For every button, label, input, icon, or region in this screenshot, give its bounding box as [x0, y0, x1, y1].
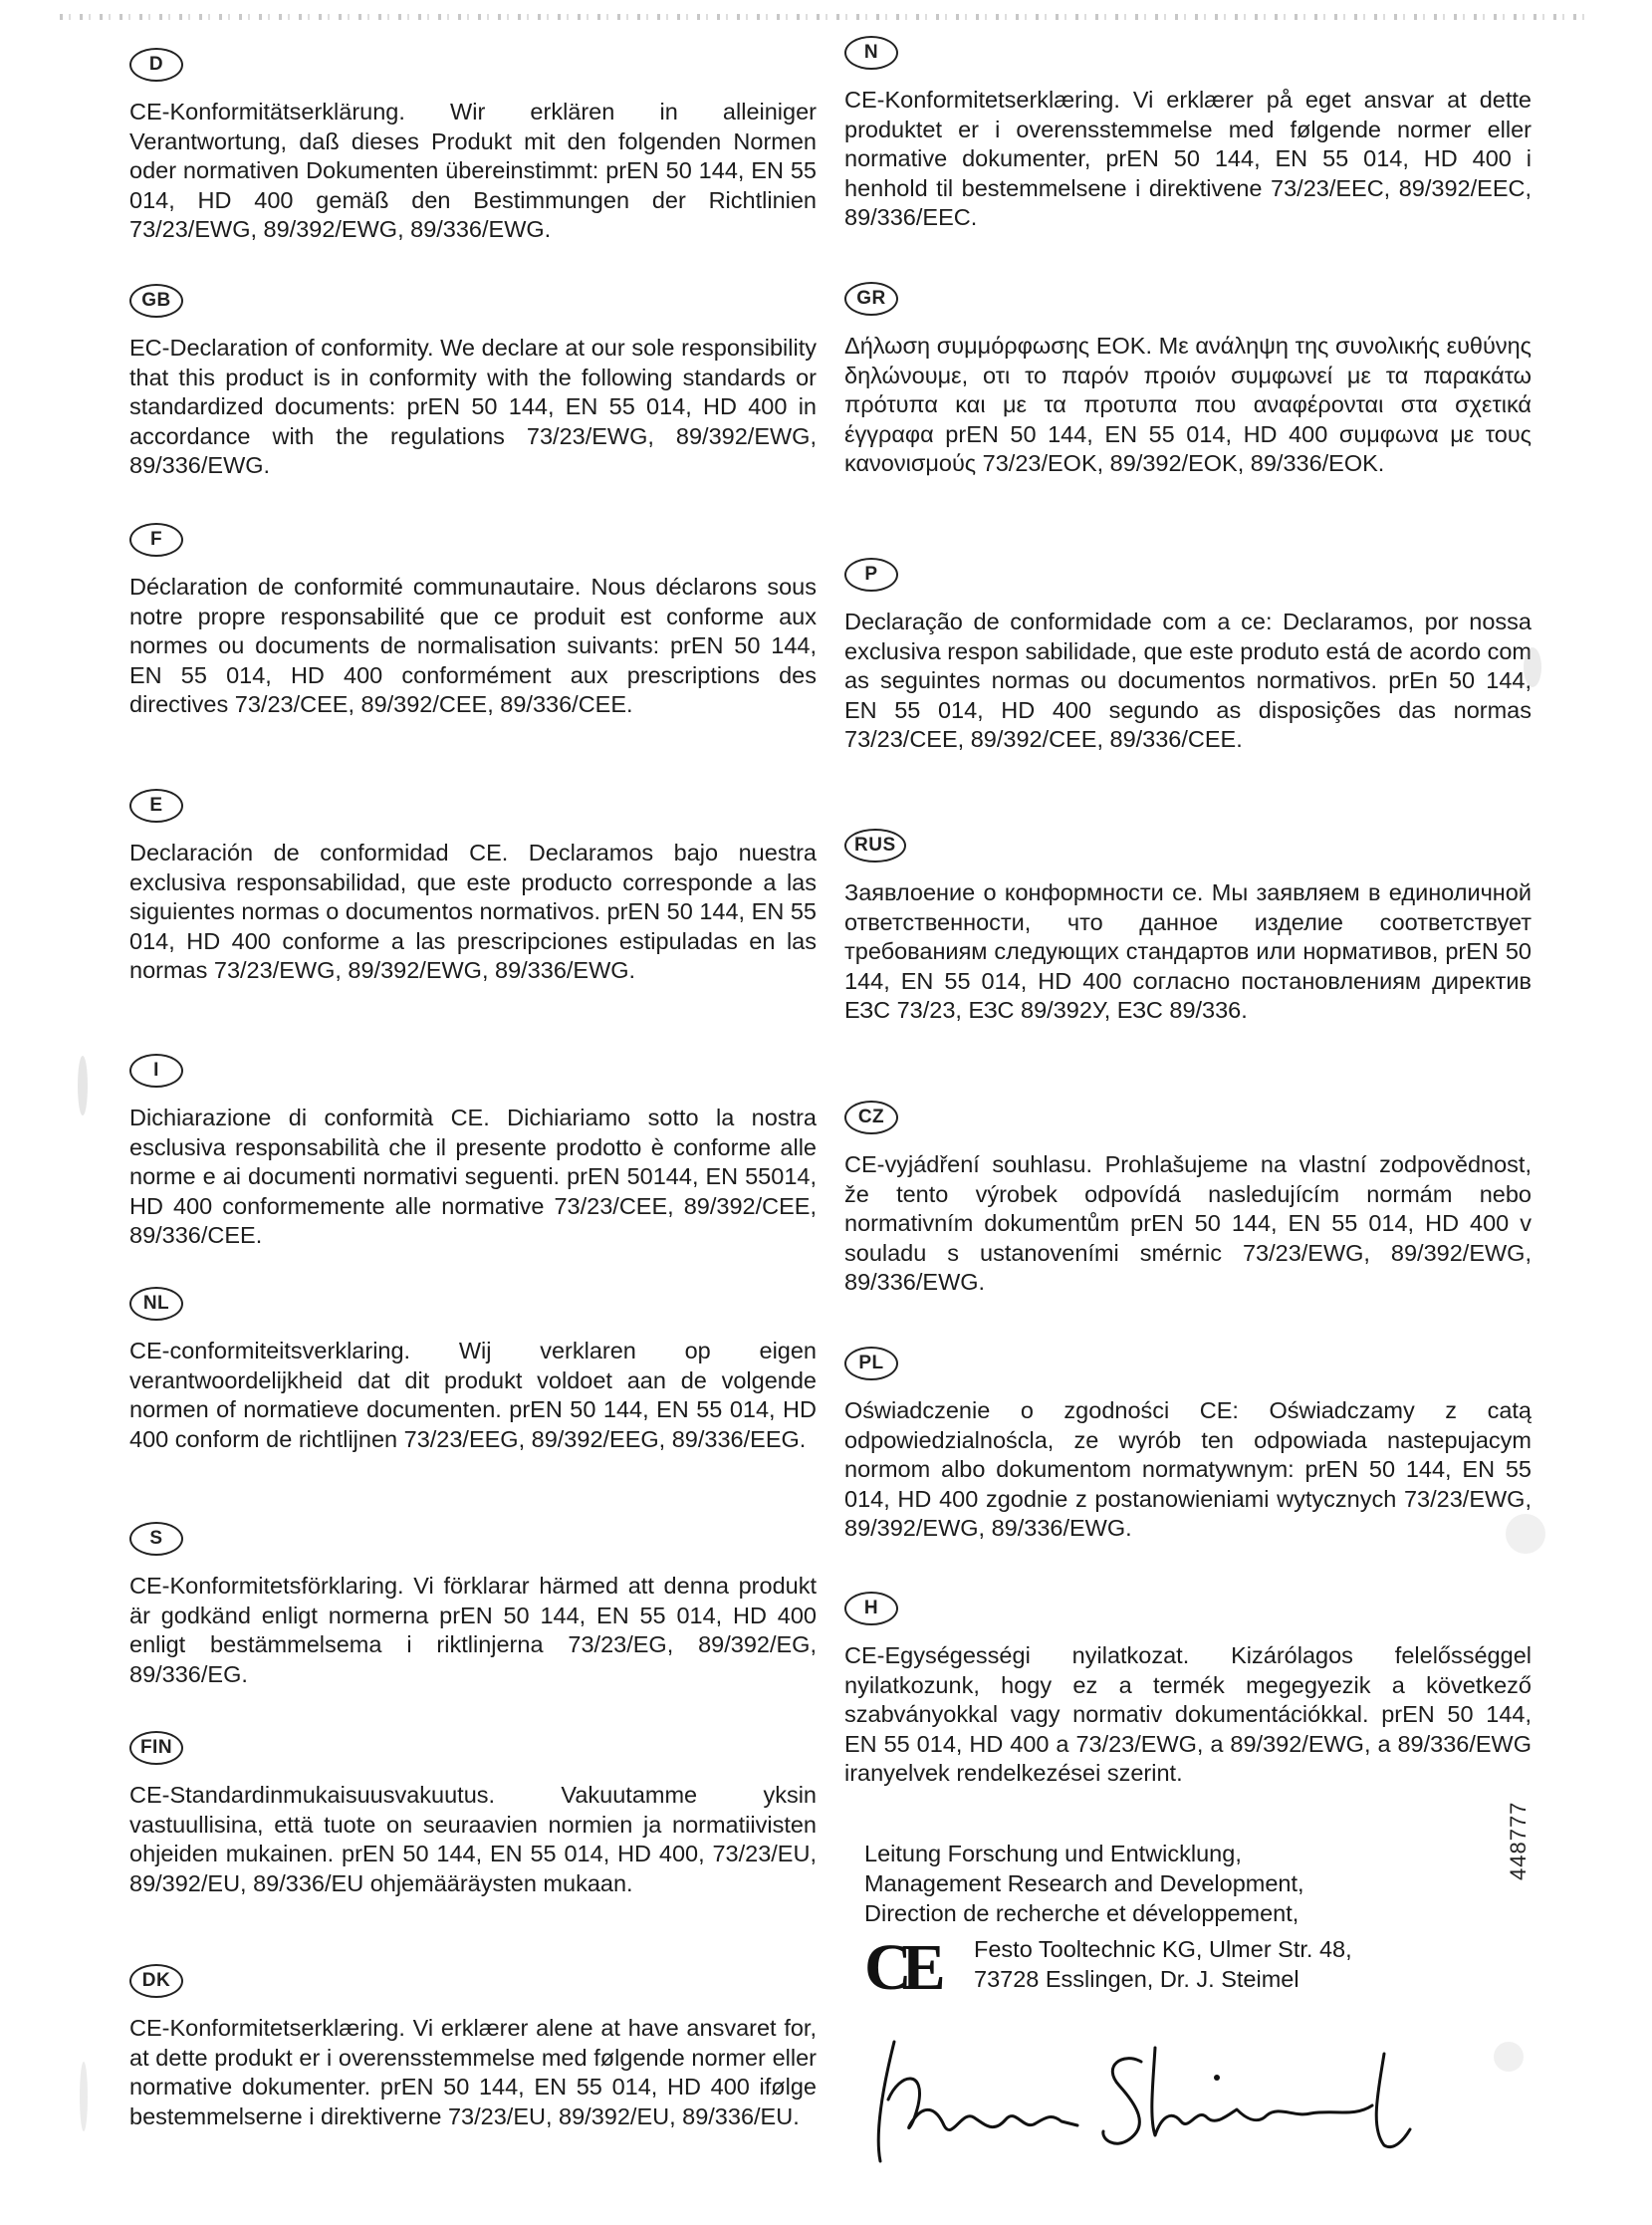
declaration-gr [844, 282, 1532, 479]
declaration-f [129, 523, 817, 720]
declaration-pl [844, 1347, 1532, 1544]
language-badge-pl: PL [844, 1347, 898, 1380]
declaration-text-fin: CE-Standardinmukaisuusvakuutus. Vakuutamme yksin vastuullisina, että tuote on seuraavien normien ja normatiivisten ohjeiden mukainen. prEN 50 144, EN 55 014, HD 400, 73/23/EU, 89/392/EU, 89/336/EU ohjemääräysten mukaan. [129, 1782, 817, 1896]
company-address-line1: Festo Tooltechnic KG, Ulmer Str. 48, [974, 1936, 1352, 1962]
declaration-text-i: Dichiarazione di conformità CE. Dichiariamo sotto la nostra esclusiva responsabilità che il presente prodotto è conforme alle norme e ai documenti normativi seguenti. prEN 50144, EN 55014, HD 400 conformemente alle normative 73/23/CEE, 89/392/CEE, 89/336/CEE. [129, 1105, 817, 1249]
language-badge-n: N [844, 36, 898, 70]
declaration-text-rus: Заявлоение о конформности се. Мы заявляем в единоличной ответственности, что данное изделие соответствует требованиям следующих стандартов или нормативов, prEN 50 144, EN 55 014, HD 400 согласно постановлениям директив ЕЗС 73/23, ЕЗС 89/392У, ЕЗС 89/336. [844, 879, 1532, 1024]
declaration-n [844, 36, 1532, 233]
language-badge-gb: GB [129, 284, 183, 318]
language-badge-gr: GR [844, 282, 898, 316]
declaration-fin [129, 1731, 817, 1898]
scan-speck [1506, 1514, 1545, 1554]
language-badge-h: H [844, 1592, 898, 1625]
declaration-text-n: CE-Konformitetserklæring. Vi erklærer på eget ansvar at dette produktet er i overensstemmelse med følgende normer eller normative dokumenter, prEN 50 144, EN 55 014, HD 400 i henhold til bestemmelsene i direktivene 73/23/EEC, 89/392/EEC, 89/336/EEC. [844, 87, 1532, 231]
declaration-text-de: CE-Konformitätserklärung. Wir erklären in alleiniger Verantwortung, daß dieses Produkt mit den folgenden Normen oder normativen Dokumenten übereinstimmt: prEN 50 144, EN 55 014, HD 400 gemäß den Bestimmungen der Richtlinien 73/23/EWG, 89/392/EWG, 89/336/EWG. [129, 99, 817, 243]
declaration-e [129, 789, 817, 986]
declaration-text-nl: CE-conformiteitsverklaring. Wij verklaren op eigen verantwoordelijkheid dat dit produkt voldoet aan de volgende normen of normatieve documenten. prEN 50 144, EN 55 014, HD 400 conform de richtlijnen 73/23/EEG, 89/392/EEG, 89/336/EEG. [129, 1338, 817, 1452]
declaration-text-e: Declaración de conformidad CE. Declaramos bajo nuestra exclusiva responsabilidad, que este producto corresponde a las siguientes normas o documentos normativos. prEN 50 144, EN 55 014, HD 400 conforme a las prescripciones estipuladas en las normas 73/23/EWG, 89/392/EWG, 89/336/EWG. [129, 840, 817, 984]
language-badge-rus: RUS [844, 829, 906, 863]
declaration-text-gr: Δήλωση συμμόρφωσης ΕΟΚ. Με ανάληψη της συνολικής ευθύνης δηλώνουμε, οτι το παρόν προιόν συμφωνεί με τα παρακάτω πρότυπα και με τα προτυπα που αναφέρονται στα σχετικά έγγραφα prEN 50 144, EN 55 014, HD 400 συμφωνα με τους κανονισμούς 73/23/ΕΟΚ, 89/392/ΕΟΚ, 89/336/ΕΟΚ. [844, 333, 1532, 477]
language-badge-fin: FIN [129, 1731, 183, 1765]
scan-speck [78, 1056, 88, 1115]
declaration-s [129, 1522, 817, 1689]
language-badge-e: E [129, 789, 183, 823]
declaration-nl [129, 1287, 817, 1454]
language-badge-nl: NL [129, 1287, 183, 1321]
declaration-de [129, 48, 817, 245]
declaration-text-pl: Oświadczenie o zgodności CE: Oświadczamy z catą odpowiedzialnoścla, ze wyrób ten odpowiada nastepujacym normom albo dokumentom normatywnym: prEN 50 144, EN 55 014, HD 400 zgodnie z postanowieniami wytycznych 73/23/EWG, 89/392/EWG, 89/336/EWG. [844, 1397, 1532, 1542]
declaration-text-p: Declaração de conformidade com a ce: Declaramos, por nossa exclusiva respon sabilidade, que este produto está de acordo com as seguintes normas ou documentos normativos. prEn 50 144, EN 55 014, HD 400 segundo as disposições das normas 73/23/CEE, 89/392/CEE, 89/336/CEE. [844, 609, 1532, 753]
declaration-text-s: CE-Konformitetsförklaring. Vi förklarar härmed att denna produkt är godkänd enligt normerna prEN 50 144, EN 55 014, HD 400 enligt bestämmelsema i riktlinjerna 73/23/EG, 89/392/EG, 89/336/EG. [129, 1573, 817, 1687]
declaration-i [129, 1054, 817, 1251]
scan-speck [1524, 647, 1541, 687]
scan-speck [80, 2062, 88, 2131]
declaration-gb [129, 284, 817, 481]
scan-speck [1494, 2042, 1524, 2072]
language-badge-cz: CZ [844, 1101, 898, 1134]
language-badge-s: S [129, 1522, 183, 1556]
declaration-dk [129, 1964, 817, 2131]
signatory-block [864, 1839, 1482, 1928]
declaration-text-h: CE-Egységességi nyilatkozat. Kizárólagos felelősséggel nyilatkozunk, hogy ez a termék megegyezik a következő szabványokkal vagy normativ dokumentációkkal. prEN 50 144, EN 55 014, HD 400 a 73/23/EWG, a 89/392/EWG, a 89/336/EWG iranyelvek rendelkezései szerint. [844, 1642, 1532, 1787]
declaration-p [844, 558, 1532, 755]
declaration-text-dk: CE-Konformitetserklæring. Vi erklærer alene at have ansvaret for, at dette produkt er i overensstemmelse med følgende normer eller normative dokumenter. prEN 50 144, EN 55 014, HD 400 ifølge bestemmelserne i direktiverne 73/23/EU, 89/392/EU, 89/336/EU. [129, 2015, 817, 2129]
declaration-text-gb: EC-Declaration of conformity. We declare at our sole responsibility that this product is in conformity with the following standards or standardized documents: prEN 50 144, EN 55 014, HD 400 in accordance with the regulations 73/23/EWG, 89/392/EWG, 89/336/EWG. [129, 335, 817, 479]
language-badge-dk: DK [129, 1964, 183, 1998]
handwritten-signature [866, 2022, 1424, 2171]
declaration-h [844, 1592, 1532, 1789]
declaration-rus [844, 829, 1532, 1026]
language-badge-f: F [129, 523, 183, 557]
signatory-line-fr: Direction de recherche et développement, [864, 1900, 1299, 1926]
company-address-line2: 73728 Esslingen, Dr. J. Steimel [974, 1966, 1299, 1992]
signatory-line-en: Management Research and Development, [864, 1870, 1304, 1896]
declaration-cz [844, 1101, 1532, 1298]
document-number: 448777 [1506, 1801, 1531, 1880]
language-badge-p: P [844, 558, 898, 592]
language-badge-i: I [129, 1054, 183, 1088]
ce-mark-icon: CE [864, 1931, 936, 2004]
declaration-text-cz: CE-vyjádření souhlasu. Prohlašujeme na vlastní zodpovědnost, že tento výrobek odpovídá nasledujícím normám nebo normativním dokumentům prEN 50 144, EN 55 014, HD 400 v souladu s ustanoveními smérnic 73/23/EWG, 89/392/EWG, 89/336/EWG. [844, 1151, 1532, 1296]
language-badge-de: D [129, 48, 183, 82]
company-block [864, 1932, 1482, 2002]
declaration-text-f: Déclaration de conformité communautaire. Nous déclarons sous notre propre responsabilité que ce produit est conforme aux normes ou documents de normalisation suivants: prEN 50 144, EN 55 014, HD 400 conformément aux prescriptions des directives 73/23/CEE, 89/392/CEE, 89/336/CEE. [129, 574, 817, 718]
signatory-line-de: Leitung Forschung und Entwicklung, [864, 1841, 1242, 1866]
scan-noise-top [60, 14, 1593, 20]
